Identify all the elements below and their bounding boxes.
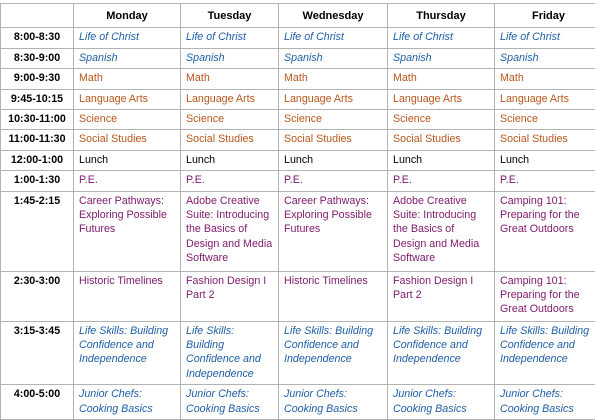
class-cell-thursday: Spanish bbox=[388, 48, 495, 68]
time-slot: 9:45-10:15 bbox=[1, 89, 74, 109]
day-header-wednesday: Wednesday bbox=[279, 4, 388, 28]
class-cell-friday: Life Skills: Building Confidence and Independence bbox=[495, 321, 595, 385]
class-cell-friday: Camping 101: Preparing for the Great Outdoors bbox=[495, 271, 595, 321]
class-cell-monday: Language Arts bbox=[74, 89, 181, 109]
class-cell-thursday: Science bbox=[388, 110, 495, 130]
day-header-thursday: Thursday bbox=[388, 4, 495, 28]
schedule-row bbox=[1, 150, 595, 170]
class-cell-friday: Life of Christ bbox=[495, 28, 595, 48]
class-cell-wednesday: Language Arts bbox=[279, 89, 388, 109]
class-cell-friday: Science bbox=[495, 110, 595, 130]
class-cell-thursday: Fashion Design I Part 2 bbox=[388, 271, 495, 321]
class-cell-friday: Camping 101: Preparing for the Great Outdoors bbox=[495, 191, 595, 271]
class-cell-monday: Life Skills: Building Confidence and Independence bbox=[74, 321, 181, 385]
time-slot: 9:00-9:30 bbox=[1, 69, 74, 89]
schedule-body bbox=[1, 28, 595, 420]
class-cell-thursday: Math bbox=[388, 69, 495, 89]
class-cell-thursday: Social Studies bbox=[388, 130, 495, 150]
schedule-row bbox=[1, 48, 595, 68]
class-cell-monday: Historic Timelines bbox=[74, 271, 181, 321]
schedule-row bbox=[1, 130, 595, 150]
class-cell-tuesday: Language Arts bbox=[181, 89, 279, 109]
class-cell-tuesday: Lunch bbox=[181, 150, 279, 170]
class-cell-thursday: P.E. bbox=[388, 171, 495, 191]
class-cell-wednesday: Math bbox=[279, 69, 388, 89]
class-cell-thursday: Life Skills: Building Confidence and Independence bbox=[388, 321, 495, 385]
class-cell-monday: Lunch bbox=[74, 150, 181, 170]
class-cell-wednesday: Life of Christ bbox=[279, 28, 388, 48]
time-slot: 1:45-2:15 bbox=[1, 191, 74, 271]
time-slot: 8:30-9:00 bbox=[1, 48, 74, 68]
time-slot: 1:00-1:30 bbox=[1, 171, 74, 191]
schedule-row bbox=[1, 191, 595, 271]
class-cell-friday: Junior Chefs: Cooking Basics bbox=[495, 385, 595, 420]
class-cell-wednesday: Lunch bbox=[279, 150, 388, 170]
class-cell-thursday: Lunch bbox=[388, 150, 495, 170]
class-cell-monday: Career Pathways: Exploring Possible Futures bbox=[74, 191, 181, 271]
class-cell-thursday: Adobe Creative Suite: Introducing the Basics of Design and Media Software bbox=[388, 191, 495, 271]
header-row bbox=[1, 4, 595, 28]
class-cell-thursday: Junior Chefs: Cooking Basics bbox=[388, 385, 495, 420]
class-cell-friday: Social Studies bbox=[495, 130, 595, 150]
schedule-row bbox=[1, 321, 595, 385]
day-header-monday: Monday bbox=[74, 4, 181, 28]
schedule-row bbox=[1, 385, 595, 420]
class-cell-friday: Lunch bbox=[495, 150, 595, 170]
class-cell-friday: Spanish bbox=[495, 48, 595, 68]
weekly-schedule-table bbox=[0, 3, 595, 420]
class-cell-friday: Math bbox=[495, 69, 595, 89]
class-cell-wednesday: Historic Timelines bbox=[279, 271, 388, 321]
class-cell-monday: Junior Chefs: Cooking Basics bbox=[74, 385, 181, 420]
class-cell-monday: P.E. bbox=[74, 171, 181, 191]
class-cell-tuesday: Math bbox=[181, 69, 279, 89]
class-cell-wednesday: Social Studies bbox=[279, 130, 388, 150]
day-header-tuesday: Tuesday bbox=[181, 4, 279, 28]
day-header-friday: Friday bbox=[495, 4, 595, 28]
class-cell-wednesday: Science bbox=[279, 110, 388, 130]
time-slot: 4:00-5:00 bbox=[1, 385, 74, 420]
class-cell-monday: Science bbox=[74, 110, 181, 130]
class-cell-thursday: Language Arts bbox=[388, 89, 495, 109]
class-cell-tuesday: Junior Chefs: Cooking Basics bbox=[181, 385, 279, 420]
class-cell-monday: Life of Christ bbox=[74, 28, 181, 48]
class-cell-tuesday: Social Studies bbox=[181, 130, 279, 150]
schedule-row bbox=[1, 69, 595, 89]
time-slot: 3:15-3:45 bbox=[1, 321, 74, 385]
time-column-header bbox=[1, 4, 74, 28]
time-slot: 10:30-11:00 bbox=[1, 110, 74, 130]
time-slot: 12:00-1:00 bbox=[1, 150, 74, 170]
schedule-row bbox=[1, 89, 595, 109]
class-cell-tuesday: Life Skills: Building Confidence and Independence bbox=[181, 321, 279, 385]
class-cell-thursday: Life of Christ bbox=[388, 28, 495, 48]
class-cell-tuesday: P.E. bbox=[181, 171, 279, 191]
class-cell-wednesday: Life Skills: Building Confidence and Independence bbox=[279, 321, 388, 385]
class-cell-wednesday: P.E. bbox=[279, 171, 388, 191]
schedule-row bbox=[1, 28, 595, 48]
class-cell-monday: Math bbox=[74, 69, 181, 89]
class-cell-wednesday: Spanish bbox=[279, 48, 388, 68]
class-cell-wednesday: Junior Chefs: Cooking Basics bbox=[279, 385, 388, 420]
time-slot: 11:00-11:30 bbox=[1, 130, 74, 150]
class-cell-tuesday: Spanish bbox=[181, 48, 279, 68]
class-cell-wednesday: Career Pathways: Exploring Possible Futures bbox=[279, 191, 388, 271]
class-cell-monday: Spanish bbox=[74, 48, 181, 68]
time-slot: 8:00-8:30 bbox=[1, 28, 74, 48]
class-cell-tuesday: Fashion Design I Part 2 bbox=[181, 271, 279, 321]
schedule-row bbox=[1, 110, 595, 130]
class-cell-tuesday: Life of Christ bbox=[181, 28, 279, 48]
class-cell-friday: Language Arts bbox=[495, 89, 595, 109]
schedule-row bbox=[1, 171, 595, 191]
schedule-row bbox=[1, 271, 595, 321]
class-cell-tuesday: Science bbox=[181, 110, 279, 130]
class-cell-tuesday: Adobe Creative Suite: Introducing the Basics of Design and Media Software bbox=[181, 191, 279, 271]
class-cell-friday: P.E. bbox=[495, 171, 595, 191]
time-slot: 2:30-3:00 bbox=[1, 271, 74, 321]
class-cell-monday: Social Studies bbox=[74, 130, 181, 150]
